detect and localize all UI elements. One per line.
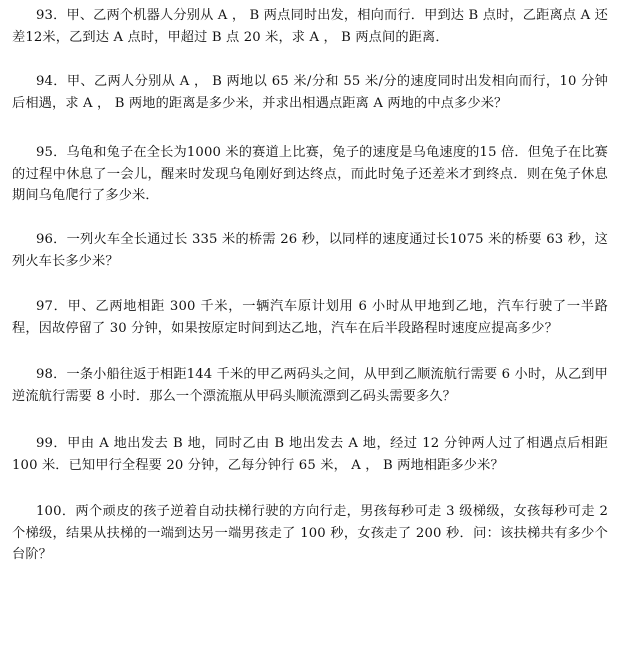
problem-98: 98．一条小船往返于相距144 千米的甲乙两码头之间，从甲到乙顺流航行需要 6 小时，从乙到甲逆流航行需要 8 小时．那么一个漂流瓶从甲码头顺流漂到乙码头需要多久？ (12, 367, 608, 404)
problem-94: 94．甲、乙两人分别从 A ， B 两地以 65 米/分和 55 米/分的速度同时出发相向而行，10 分钟后相遇，求 A ， B 两地的距离是多少米，并求出相遇点距离 A 两地的中点多少米？ (12, 74, 608, 111)
problem-95: 95．乌龟和兔子在全长为1000 米的赛道上比赛，兔子的速度是乌龟速度的15 倍．但兔子在比赛的过程中休息了一会儿，醒来时发现乌龟刚好到达终点，而此时兔子还差米才到终点．则在兔子休息期间乌龟爬行了多少米． (12, 145, 608, 203)
problem-97: 97．甲、乙两地相距 300 千米，一辆汽车原计划用 6 小时从甲地到乙地，汽车行驶了一半路程，因故停留了 30 分钟，如果按原定时间到达乙地，汽车在后半段路程时速度应提高多少？ (12, 299, 608, 336)
problem-96: 96．一列火车全长通过长 335 米的桥需 26 秒，以同样的速度通过长1075 米的桥要 63 秒，这列火车长多少米？ (12, 232, 608, 269)
problem-99: 99．甲由 A 地出发去 B 地，同时乙由 B 地出发去 A 地，经过 12 分钟两人过了相遇点后相距 100 米．已知甲行全程要 20 分钟，乙每分钟行 65 米， A ， B 两地相距多少米？ (12, 436, 608, 473)
problem-100: 100．两个顽皮的孩子逆着自动扶梯行驶的方向行走，男孩每秒可走 3 级梯级，女孩每秒可走 2 个梯级，结果从扶梯的一端到达另一端男孩走了 100 秒，女孩走了 200 秒．问：该扶梯共有多少个台阶？ (12, 504, 608, 562)
problem-93: 93．甲、乙两个机器人分别从 A ， B 两点同时出发，相向而行．甲到达 B 点时，乙距离点 A 还差12米，乙到达 A 点时，甲超过 B 点 20 米，求 A ， B 两点间的距离． (12, 8, 608, 45)
